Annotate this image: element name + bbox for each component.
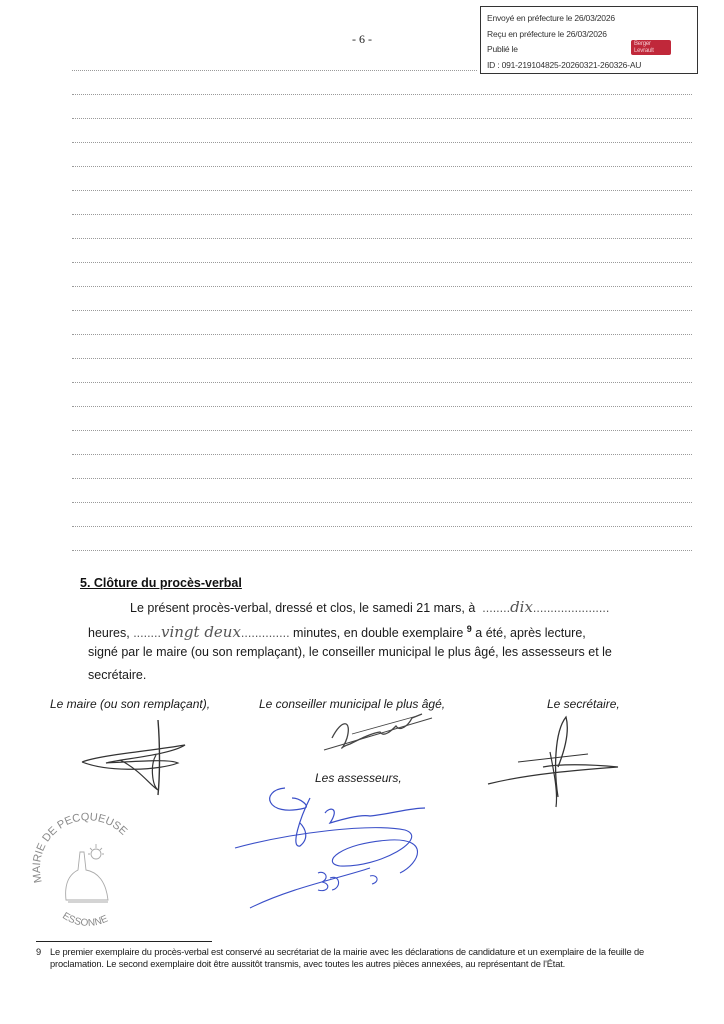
section-title: 5. Clôture du procès-verbal <box>80 576 242 590</box>
mayor-signature <box>80 715 190 805</box>
mayor-label: Le maire (ou son remplaçant), <box>50 697 211 711</box>
church-emblem-icon <box>66 844 108 902</box>
blank-line <box>72 550 692 551</box>
stamp-published-line: Publié le <box>487 44 518 54</box>
footnote-reference: 9 <box>466 623 472 634</box>
blank-line <box>72 454 692 455</box>
eldest-councillor-label: Le conseiller municipal le plus âgé, <box>259 697 446 711</box>
page-number: - 6 - <box>352 32 372 46</box>
closing-line-3: signé par le maire (ou son remplaçant), le conseiller municipal le plus âgé, les assesseurs et le <box>88 645 612 659</box>
assessors-signature <box>230 778 440 918</box>
hour-handwritten: dix <box>510 598 533 616</box>
blank-line <box>72 166 692 167</box>
minutes-fill-field: ........vingt deux.............. <box>133 623 290 641</box>
blank-line <box>72 478 692 479</box>
footnote-text: Le premier exemplaire du procès-verbal est conservé au secrétariat de la mairie avec les déclarations de candidature et un exemplaire de la feuille de proclamation. Le second exemplaire doit être aussitôt transmis, avec toutes les autres pièces annexées, au représentant de l'État. <box>50 947 645 969</box>
blank-line <box>72 190 692 191</box>
closing-text-1: Le présent procès-verbal, dressé et clos, le samedi 21 mars, à <box>130 601 476 615</box>
closing-line-1 <box>130 598 609 616</box>
prefecture-stamp <box>480 6 698 74</box>
blank-line <box>72 286 692 287</box>
secretary-signature <box>488 712 628 812</box>
berger-levrault-logo: Berger Levrault <box>631 40 671 55</box>
blank-line <box>72 310 692 311</box>
blank-line <box>72 430 692 431</box>
blank-line <box>72 358 692 359</box>
blank-line <box>72 262 692 263</box>
stamp-received-line: Reçu en préfecture le 26/03/2026 <box>487 28 607 39</box>
assessors-label: Les assesseurs, <box>315 771 402 785</box>
closing-line-2 <box>88 623 586 641</box>
blank-line <box>72 142 692 143</box>
footnote-separator <box>36 941 212 942</box>
blank-line <box>72 334 692 335</box>
eldest-councillor-signature <box>322 708 432 758</box>
minutes-text: minutes, en double exemplaire <box>293 626 464 640</box>
closing-line-4: secrétaire. <box>88 668 147 682</box>
seal-top-text: MAIRIE DE PECQUEUSE <box>30 812 130 884</box>
blank-line <box>72 214 692 215</box>
footnote <box>36 946 700 970</box>
stamp-id-line: ID : 091-219104825-20260321-260326-AU <box>487 59 642 70</box>
secretary-label: Le secrétaire, <box>547 697 620 711</box>
blank-line <box>72 526 692 527</box>
footnote-number: 9 <box>36 947 42 957</box>
town-hall-seal <box>28 812 148 932</box>
hour-fill-field: ........dix...................... <box>478 598 610 616</box>
blank-line <box>72 118 692 119</box>
blank-line <box>72 94 692 95</box>
seal-bottom-text: ESSONNE <box>60 910 110 929</box>
blank-line <box>72 502 692 503</box>
stamp-sent-line: Envoyé en préfecture le 26/03/2026 <box>487 13 615 23</box>
blank-line <box>72 70 477 71</box>
blank-line <box>72 238 692 239</box>
blank-line <box>72 382 692 383</box>
closing-text-2: a été, après lecture, <box>475 626 586 640</box>
hours-label: heures, <box>88 626 130 640</box>
minutes-handwritten: vingt deux <box>160 623 241 641</box>
blank-line <box>72 406 692 407</box>
